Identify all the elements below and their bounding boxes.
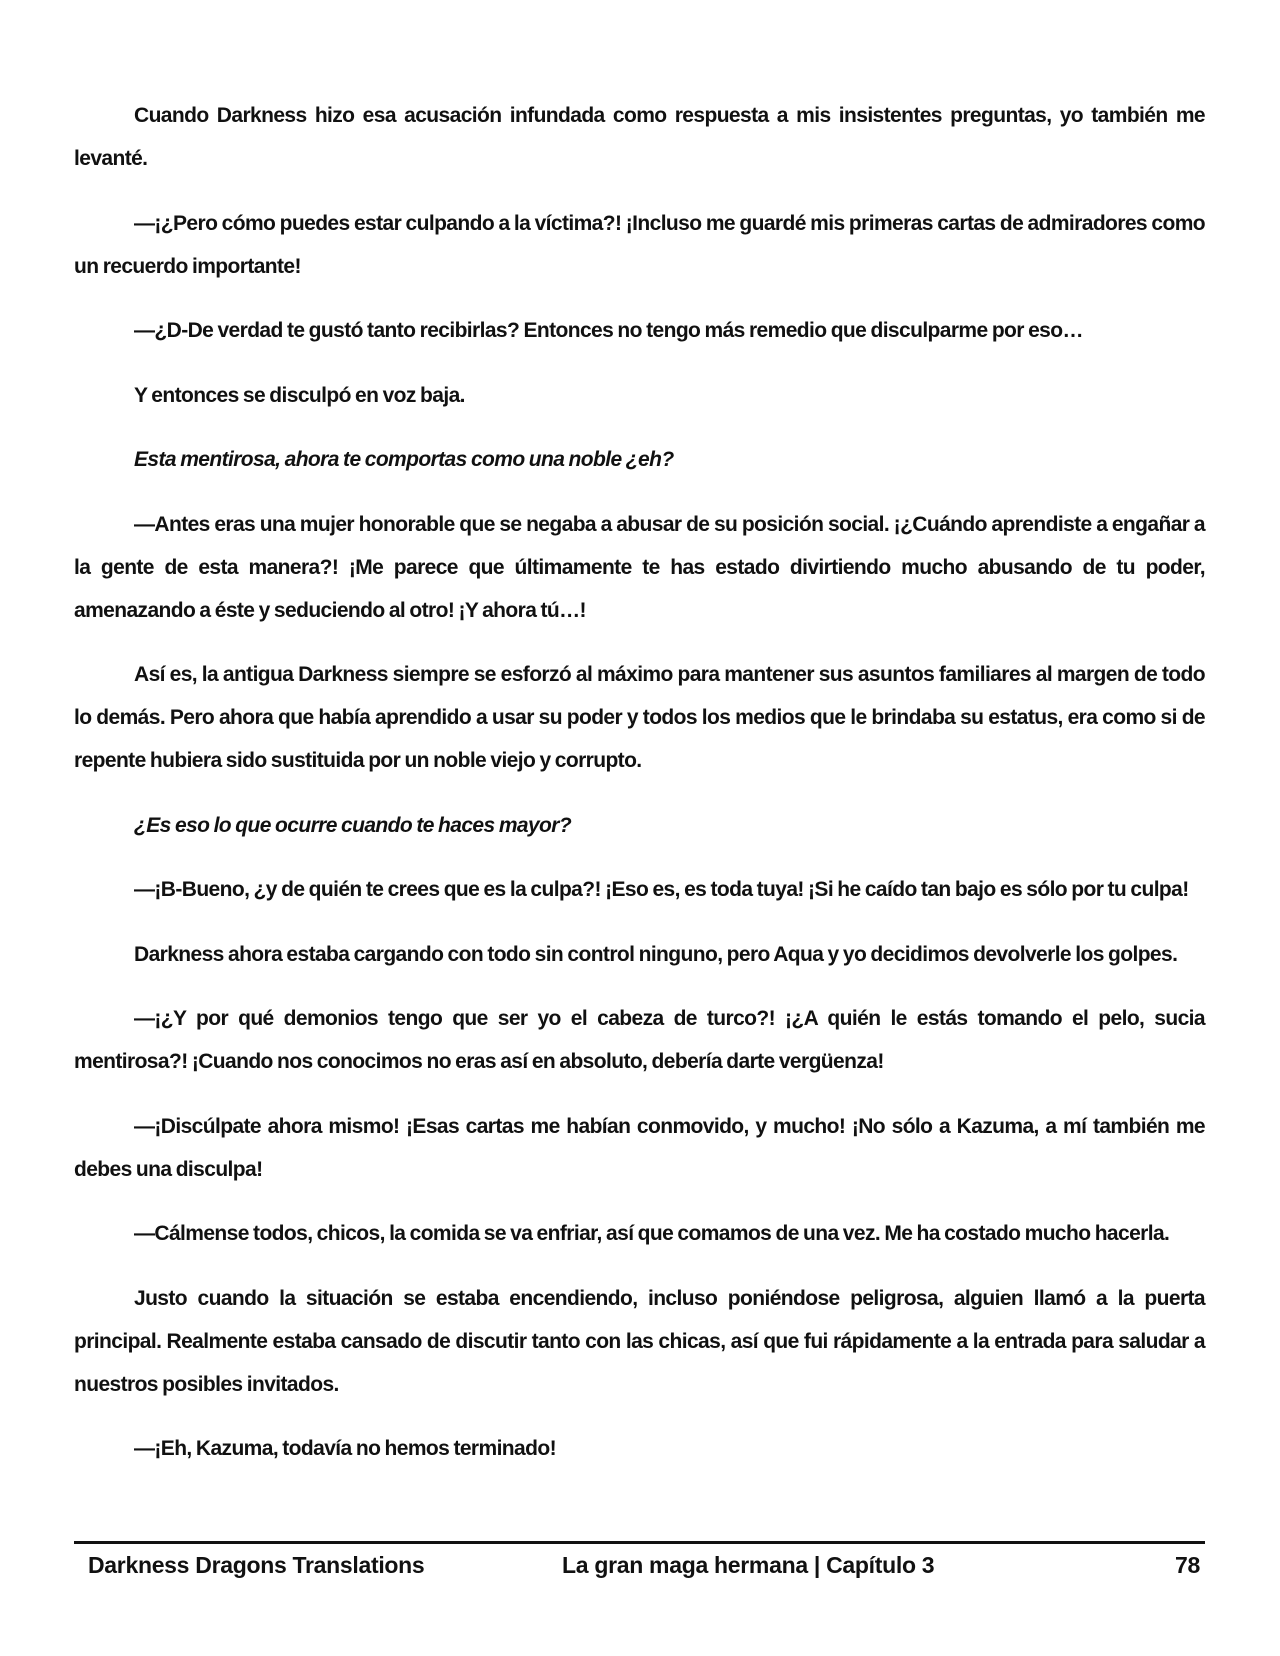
paragraph-6: —Antes eras una mujer honorable que se negaba a abusar de su posición social. ¡¿Cuándo aprendiste a engañar a la gente de esta manera?! ¡Me parece que últimamente te has estado divirtiendo mucho abusando de tu poder, amenazando a éste y seduciendo al otro! ¡Y ahora tú…! [74,512,1205,622]
paragraph-3: —¿D-De verdad te gustó tanto recibirlas? Entonces no tengo más remedio que disculparme por eso… [134,319,1083,342]
paragraph-11: —¡¿Y por qué demonios tengo que ser yo el cabeza de turco?! ¡¿A quién le estás tomando el pelo, sucia mentirosa?! ¡Cuando nos conocimos no eras así en absoluto, debería darte vergüenza! [74,1007,1205,1073]
footer-chapter-title: La gran maga hermana | Capítulo 3 [562,1552,935,1578]
page-body [74,94,1205,1492]
paragraph-12: —¡Discúlpate ahora mismo! ¡Esas cartas me habían conmovido, y mucho! ¡No sólo a Kazuma, a mí también me debes una disculpa! [74,1114,1205,1181]
paragraph-1: Cuando Darkness hizo esa acusación infundada como respuesta a mis insistentes preguntas, yo también me levanté. [74,104,1205,170]
footer-translator-credit: Darkness Dragons Translations [88,1552,425,1578]
paragraph-9: —¡B-Bueno, ¿y de quién te crees que es la culpa?! ¡Eso es, es toda tuya! ¡Si he caído tan bajo es sólo por tu culpa! [134,878,1189,901]
paragraph-7: Así es, la antigua Darkness siempre se esforzó al máximo para mantener sus asuntos familiares al margen de todo lo demás. Pero ahora que había aprendido a usar su poder y todos los medios que le brindaba su estatus, era como si de repente hubiera sido sustituida por un noble viejo y corrupto. [74,663,1205,772]
page-footer [88,1552,1200,1586]
paragraph-4: Y entonces se disculpó en voz baja. [134,383,465,407]
footer-divider [74,1541,1205,1544]
paragraph-13: —Cálmense todos, chicos, la comida se va enfriar, así que comamos de una vez. Me ha costado mucho hacerla. [134,1222,1170,1245]
paragraph-8-thought: ¿Es eso lo que ocurre cuando te haces mayor? [134,813,572,837]
footer-page-number: 78 [1175,1552,1200,1578]
paragraph-5-thought: Esta mentirosa, ahora te comportas como una noble ¿eh? [134,448,674,471]
paragraph-14: Justo cuando la situación se estaba encendiendo, incluso poniéndose peligrosa, alguien llamó a la puerta principal. Realmente estaba cansado de discutir tanto con las chicas, así que fui rápidamente a la entrada para saludar a nuestros posibles invitados. [74,1286,1205,1396]
paragraph-2: —¡¿Pero cómo puedes estar culpando a la víctima?! ¡Incluso me guardé mis primeras cartas de admiradores como un recuerdo importante! [74,211,1205,278]
paragraph-15: —¡Eh, Kazuma, todavía no hemos terminado! [134,1437,556,1460]
paragraph-10: Darkness ahora estaba cargando con todo sin control ninguno, pero Aqua y yo decidimos devolverle los golpes. [134,942,1178,966]
